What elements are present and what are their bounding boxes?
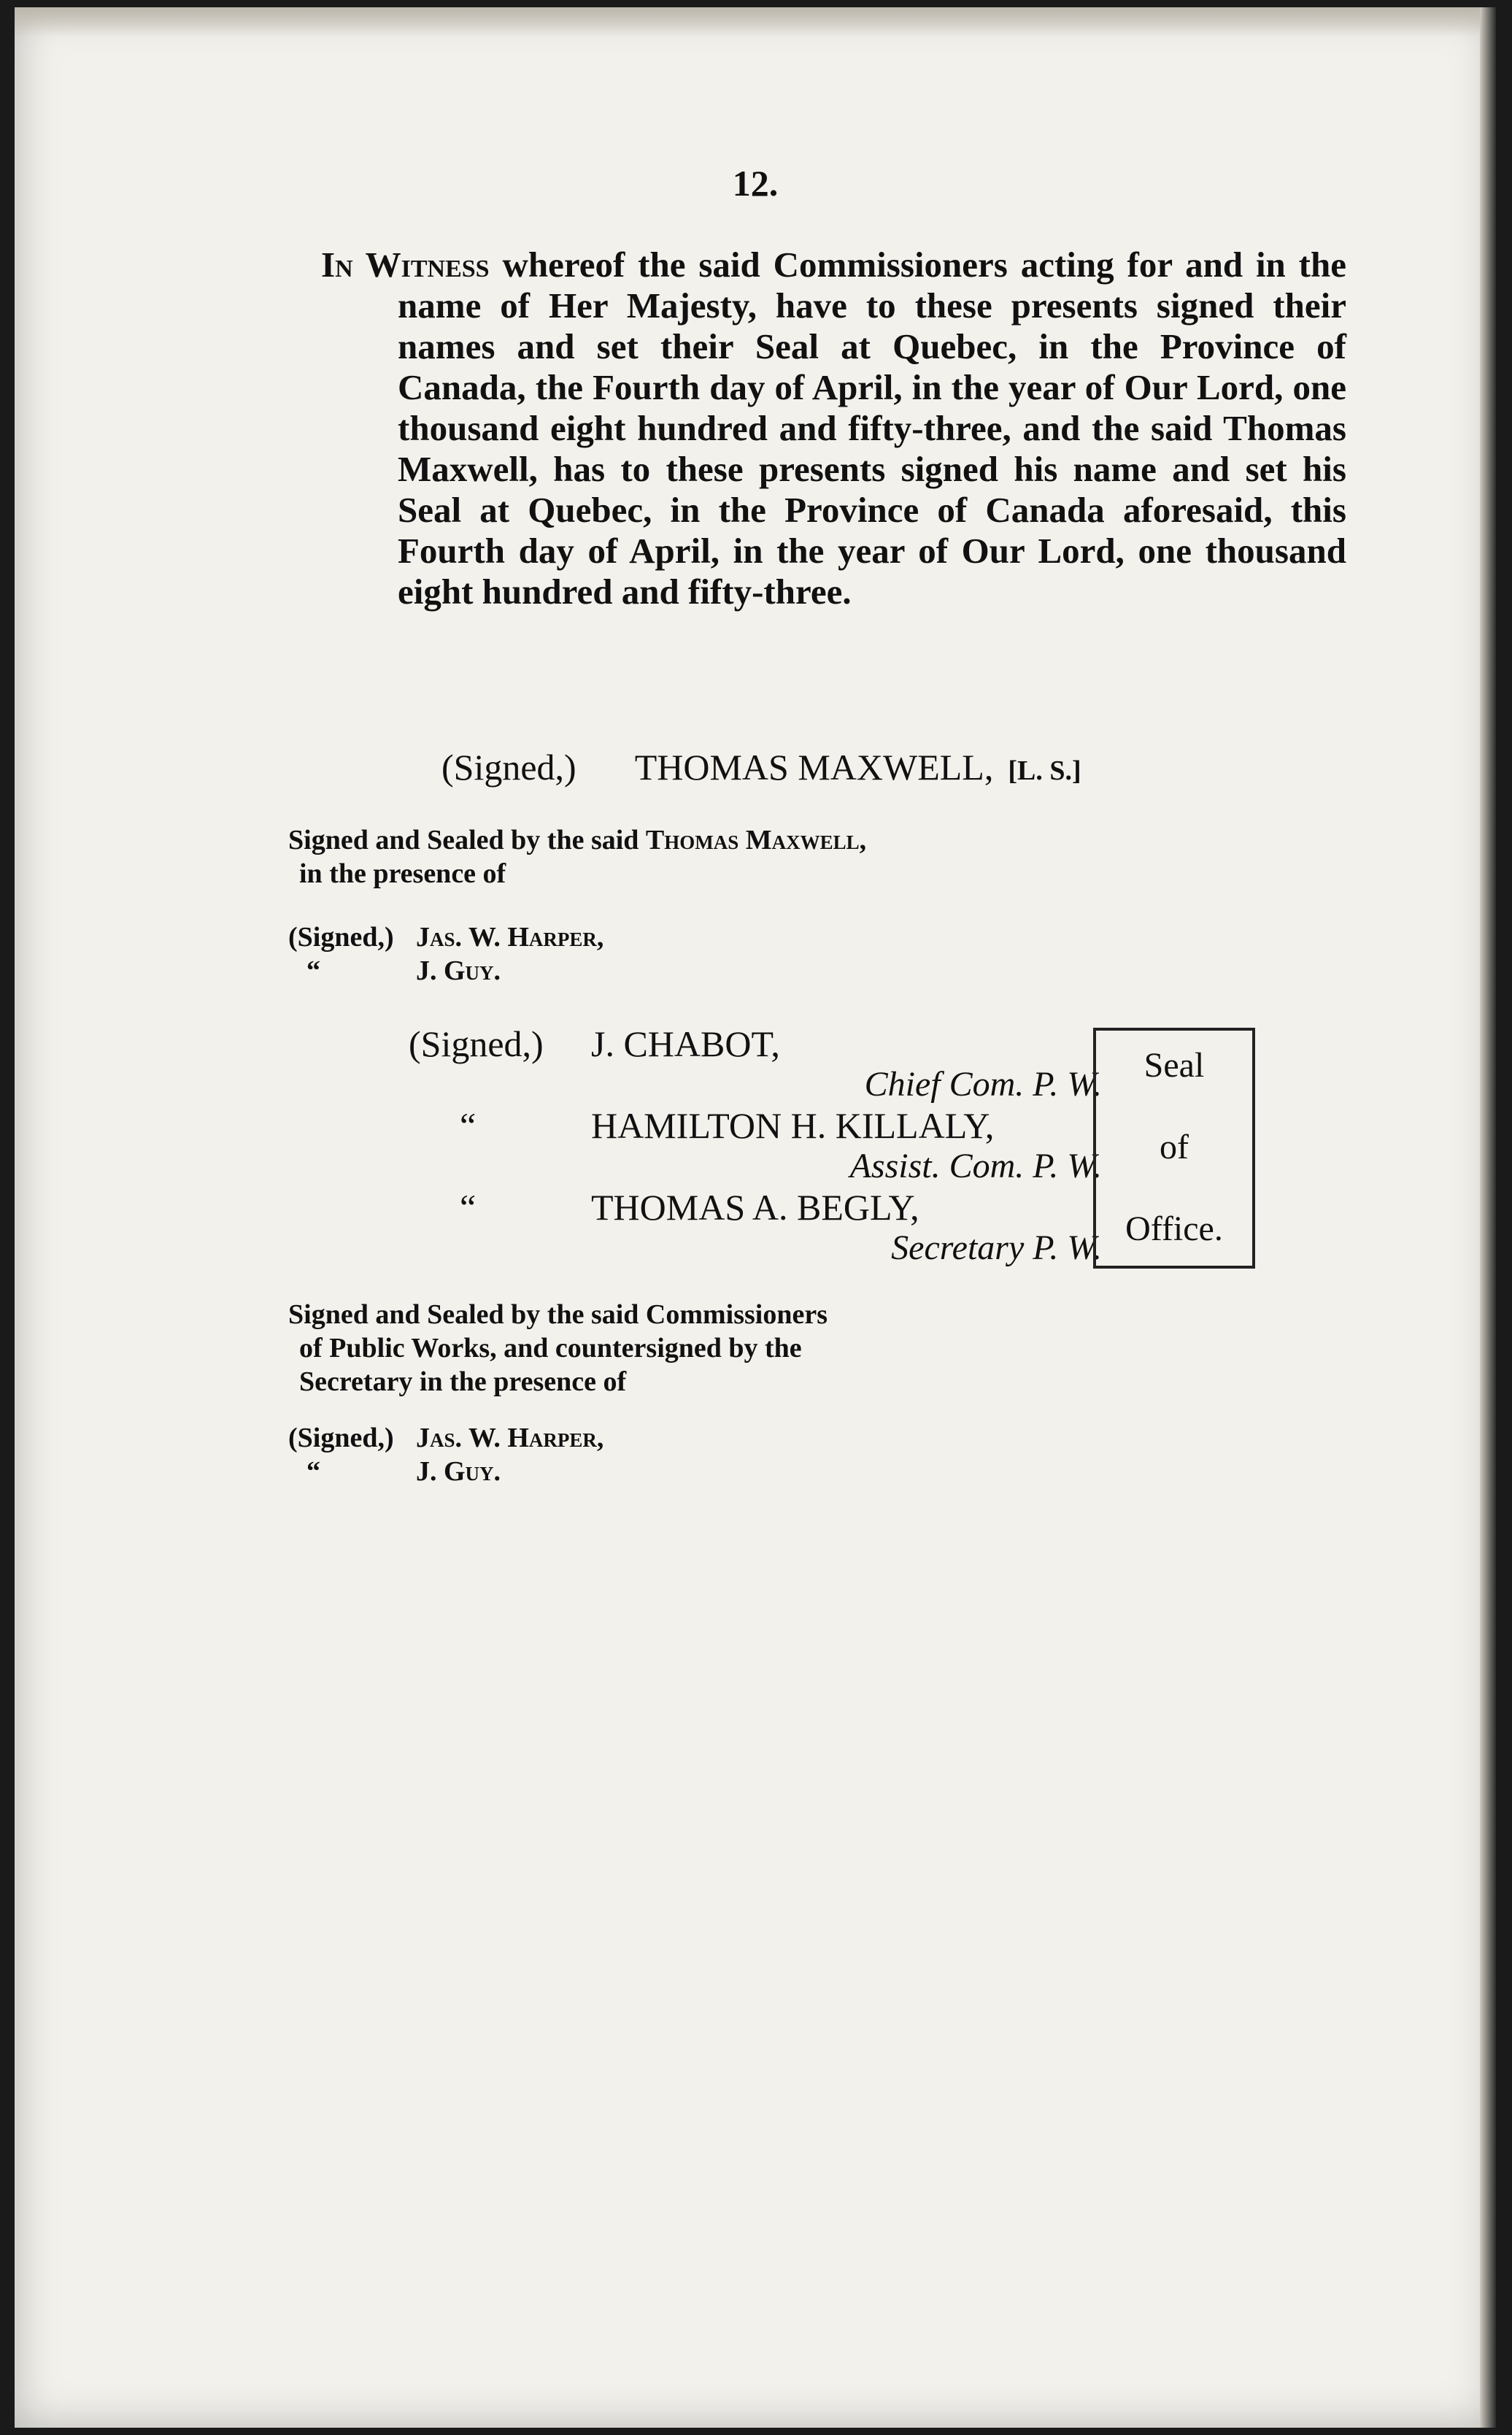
commissioner-ditto-2: “: [460, 1105, 477, 1146]
witness-paragraph: [321, 245, 1346, 612]
maxwell-sealed-name: Thomas Maxwell,: [645, 825, 867, 855]
maxwell-signature: [441, 746, 1081, 788]
maxwell-sealed-prefix: Signed and Sealed by the said: [288, 825, 639, 855]
witness-text: whereof the said Commissioners acting for and in the name of Her Majesty, have to these presents signed their names and set their Seal at Quebec, in the Province of Canada, the Fourth day of April, in the year of Our Lord, one thousand eight hundred and fifty-three, and the said Thomas Maxwell, has to these presents signed his name and set his Seal at Quebec, in the Province of Canada aforesaid, this Fourth day of April, in the year of Our Lord, one thousand eight hundred and fifty-three.: [398, 245, 1346, 612]
witnesses-2-name2: J. Guy.: [416, 1456, 501, 1487]
commissioner-name-3: THOMAS A. BEGLY,: [591, 1187, 919, 1228]
maxwell-signed-label: (Signed,): [441, 747, 576, 788]
maxwell-name: THOMAS MAXWELL,: [634, 747, 994, 788]
seal-line-1: Seal: [1143, 1046, 1205, 1085]
maxwell-ls: [L. S.]: [1008, 755, 1081, 786]
witnesses-2-ditto: “: [306, 1456, 320, 1487]
witnesses-1-signed: (Signed,): [288, 922, 394, 953]
seal-line-3: Office.: [1125, 1209, 1223, 1248]
commissioners-sealed-note: [288, 1298, 828, 1399]
maxwell-sealed-presence: in the presence of: [299, 858, 506, 889]
commissioner-ditto-3: “: [460, 1187, 477, 1228]
page-top-shadow: [15, 7, 1496, 36]
seal-of-office-box: [1093, 1028, 1255, 1269]
witnesses-2-name1: Jas. W. Harper,: [416, 1423, 604, 1453]
witnesses-1-name1: Jas. W. Harper,: [416, 922, 604, 953]
document-page: [15, 7, 1496, 2428]
commissioner-name-2: HAMILTON H. KILLALY,: [591, 1105, 995, 1146]
page-number: 12.: [732, 163, 779, 204]
commissioners-sealed-line-1: Signed and Sealed by the said Commissioners: [288, 1299, 828, 1330]
commissioners-signed-label: (Signed,): [409, 1023, 544, 1064]
commissioner-title-2: Assist. Com. P. W.: [849, 1147, 1102, 1185]
commissioner-name-1: J. CHABOT,: [591, 1023, 780, 1064]
witness-lead: In Witness: [321, 245, 490, 285]
seal-line-2: of: [1160, 1128, 1189, 1166]
page-right-edge: [1480, 7, 1496, 2428]
commissioner-title-3: Secretary P. W.: [891, 1228, 1102, 1267]
witnesses-1-name2: J. Guy.: [416, 955, 501, 986]
maxwell-sealed-note: [288, 823, 866, 890]
commissioner-signatures: [409, 1023, 1102, 1269]
commissioners-sealed-line-3: Secretary in the presence of: [299, 1366, 627, 1397]
commissioner-title-1: Chief Com. P. W.: [864, 1065, 1102, 1104]
witnesses-1-ditto: “: [306, 955, 320, 986]
commissioners-sealed-line-2: of Public Works, and countersigned by the: [299, 1333, 802, 1363]
witnesses-2-signed: (Signed,): [288, 1423, 394, 1453]
